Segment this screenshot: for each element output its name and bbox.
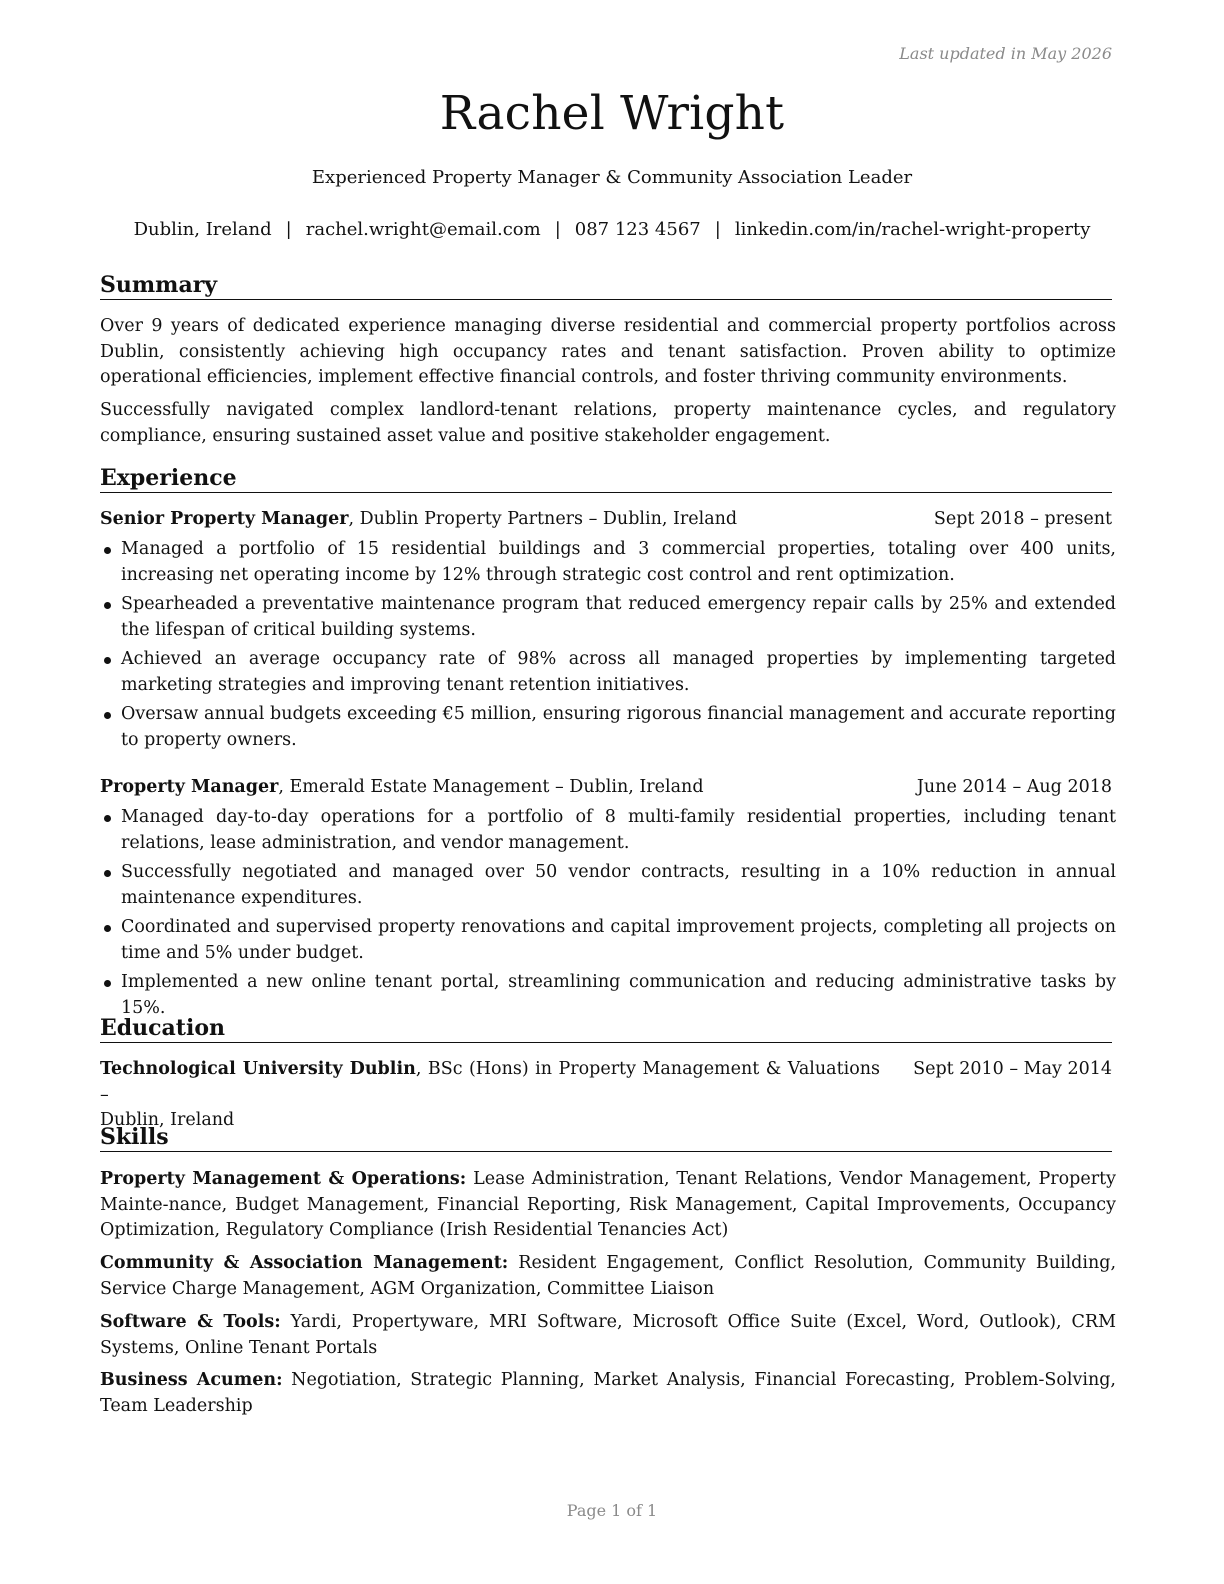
job-header (100, 775, 1112, 800)
section-title-skills: Skills (100, 1124, 1112, 1152)
section-title-education: Education (100, 1015, 1112, 1043)
education-degree: , BSc (Hons) in Property Management & Valuations – (100, 1059, 880, 1105)
professional-headline: Experienced Property Manager & Community Association Leader (311, 167, 913, 188)
job-title: Senior Property Manager (100, 509, 349, 529)
job-dates: June 2014 – Aug 2018 (916, 777, 1112, 797)
skill-group-label: Business Acumen: (100, 1370, 283, 1390)
job-title: Property Manager (100, 777, 279, 797)
list-item: Managed day-to-day operations for a portfolio of 8 multi-family residential properties, including tenant relations, lease administration, and vendor management. (100, 805, 1116, 856)
job-organization: , Dublin Property Partners – Dublin, Ireland (348, 509, 738, 529)
list-item: Managed a portfolio of 15 residential buildings and 3 commercial properties, totaling over 400 units, increasing net operating income by 12% through strategic cost control and rent optimization. (100, 537, 1116, 588)
skill-group (100, 1167, 1116, 1244)
list-item: Successfully negotiated and managed over 50 vendor contracts, resulting in a 10% reduction in annual maintenance expenditures. (100, 860, 1116, 911)
skill-group (100, 1251, 1116, 1302)
skill-group-items: Lease Administration, Tenant Relations, Vendor Management, Property Mainte-nance, Budget Management, Financial Reporting, Risk Management, Capital Improvements, Occupancy Optimization, Regulatory Compliance (Irish Residential Tenancies Act) (100, 1169, 1116, 1240)
contact-separator: | (285, 219, 292, 240)
skill-group-label: Property Management & Operations: (100, 1169, 467, 1189)
skill-group-label: Software & Tools: (100, 1312, 281, 1332)
job-organization: , Emerald Estate Management – Dublin, Ireland (278, 777, 704, 797)
contact-linkedin-link[interactable]: linkedin.com/in/rachel-wright-property (734, 219, 1091, 240)
list-item: Implemented a new online tenant portal, streamlining communication and reducing administrative tasks by 15%. (100, 970, 1116, 1021)
page-number: Page 1 of 1 (566, 1501, 658, 1520)
last-updated-note: Last updated in May 2026 (899, 44, 1112, 63)
contact-separator: | (554, 219, 561, 240)
education-details (100, 1057, 880, 1134)
job-bullet-list (100, 805, 1116, 1025)
list-item: Coordinated and supervised property renovations and capital improvement projects, completing all projects on time and 5% under budget. (100, 915, 1116, 966)
section-title-experience: Experience (100, 465, 1112, 493)
summary-paragraph: Successfully navigated complex landlord-tenant relations, property maintenance cycles, and regulatory compliance, ensuring sustained asset value and positive stakeholder engagement. (100, 400, 1116, 446)
contact-line (0, 219, 1224, 240)
skill-group (100, 1310, 1116, 1361)
section-title-summary: Summary (100, 272, 1112, 300)
skill-group-items: Yardi, Propertyware, MRI Software, Microsoft Office Suite (Excel, Word, Outlook), CRM Systems, Online Tenant Portals (100, 1312, 1117, 1358)
contact-location: Dublin, Ireland (133, 219, 272, 240)
skill-group-label: Community & Association Management: (100, 1253, 509, 1273)
job-header (100, 507, 1112, 532)
list-item: Achieved an average occupancy rate of 98% across all managed properties by implementing targeted marketing strategies and improving tenant retention initiatives. (100, 647, 1116, 698)
education-dates: Sept 2010 – May 2014 (913, 1059, 1112, 1079)
contact-separator: | (714, 219, 721, 240)
education-entry (100, 1057, 1112, 1134)
contact-email-link[interactable]: rachel.wright@email.com (305, 219, 541, 240)
contact-phone: 087 123 4567 (574, 219, 701, 240)
job-bullet-list (100, 537, 1116, 757)
skill-group (100, 1368, 1116, 1419)
education-location: Dublin, Ireland (100, 1110, 235, 1130)
skill-group-items: Negotiation, Strategic Planning, Market Analysis, Financial Forecasting, Problem-Solving, Team Leadership (100, 1370, 1116, 1416)
education-school: Technological University Dublin (100, 1059, 416, 1079)
job-dates: Sept 2018 – present (933, 509, 1112, 529)
summary-paragraph: Over 9 years of dedicated experience managing diverse residential and commercial property portfolios across Dublin, consistently achieving high occupancy rates and tenant satisfaction. Proven ability to optimize operational efficiencies, implement effective financial controls, and foster thriving community environments. (100, 316, 1116, 387)
list-item: Oversaw annual budgets exceeding €5 million, ensuring rigorous financial management and accurate reporting to property owners. (100, 702, 1116, 753)
candidate-name: Rachel Wright (439, 86, 785, 141)
list-item: Spearheaded a preventative maintenance program that reduced emergency repair calls by 25% and extended the lifespan of critical building systems. (100, 592, 1116, 643)
skill-group-items: Resident Engagement, Conflict Resolution, Community Building, Service Charge Management, AGM Organization, Committee Liaison (100, 1253, 1117, 1299)
